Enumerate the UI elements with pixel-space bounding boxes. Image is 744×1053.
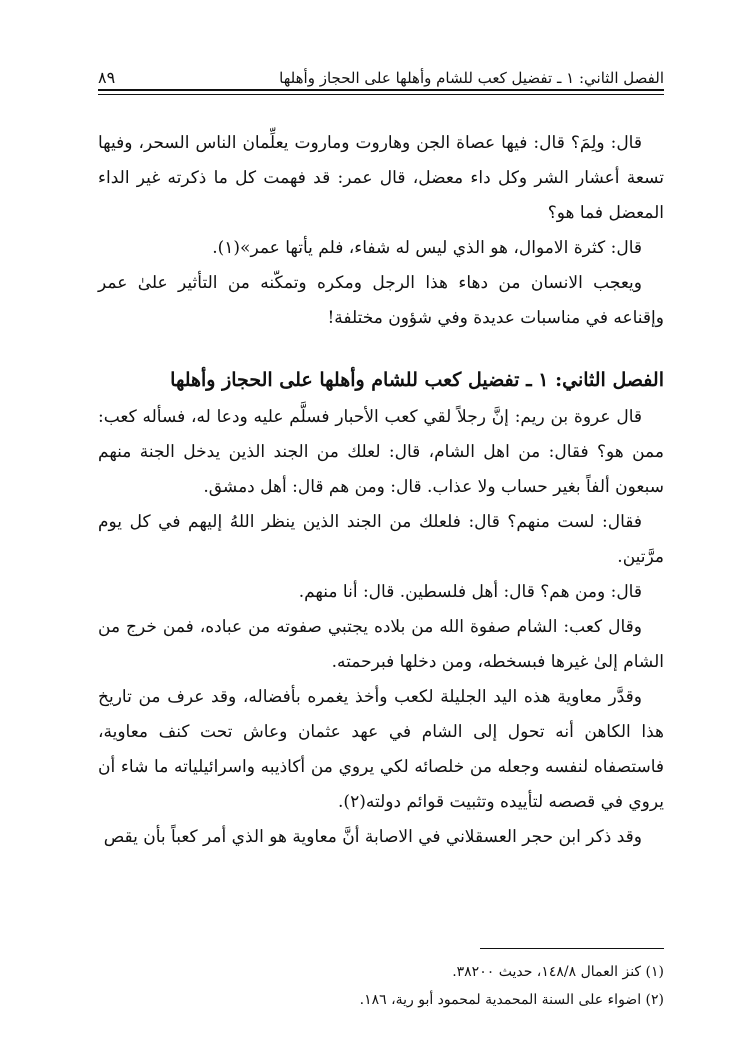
- paragraph: وقال كعب: الشام صفوة الله من بلاده يجتبي صفوته من عباده، فمن خرج من الشام إلىٰ غيرها فبسخطه، ومن دخلها فبرحمته.: [98, 617, 664, 672]
- page-number: ٨٩: [98, 68, 116, 87]
- footnote-separator: [480, 948, 664, 949]
- footnote: (١) كنز العمال ١٤٨/٨، حديث ٣٨٢٠٠.: [452, 964, 664, 980]
- header-rule: [98, 89, 664, 91]
- paragraph: وقدَّر معاوية هذه اليد الجليلة لكعب وأخذ يغمره بأفضاله، وقد عرف من تاريخ هذا الكاهن أنه تحول إلى الشام في عهد عثمان وعاش تحت كنف معاوية، فاستصفاه لنفسه وجعله من خلصائه لكي يروي من أكاذيبه واسرائيلياته ما شاء أن يروي في قصصه لتأييده وتثبيت قوائم دولته(٢).: [98, 687, 664, 812]
- paragraph: ويعجب الانسان من دهاء هذا الرجل ومكره وتمكّنه من التأثير علىٰ عمر وإقناعه في مناسبات عديدة وفي شؤون مختلفة!: [98, 273, 664, 328]
- header-rule-thin: [98, 94, 664, 95]
- page-body: [98, 126, 664, 855]
- footnotes: [98, 958, 664, 1014]
- chapter-title: الفصل الثاني: ١ ـ تفضيل كعب للشام وأهلها على الحجاز وأهلها: [170, 369, 664, 391]
- paragraph: قال: كثرة الاموال، هو الذي ليس له شفاء، فلم يأتها عمر»(١).: [212, 238, 642, 258]
- running-header-title: الفصل الثاني: ١ ـ تفضيل كعب للشام وأهلها على الحجاز وأهلها: [279, 69, 664, 87]
- paragraph: قال عروة بن ريم: إنَّ رجلاً لقي كعب الأحبار فسلَّم عليه ودعا له، فسأله كعب: ممن هو؟ فقال: من اهل الشام، قال: لعلك من الجند الذين يدخل الجنة منهم سبعون ألفاً بغير حساب ولا عذاب. قال: ومن هم قال: أهل دمشق.: [98, 407, 664, 497]
- paragraph: قال: ومن هم؟ قال: أهل فلسطين. قال: أنا منهم.: [298, 582, 642, 602]
- paragraph: قال: ولِمَ؟ قال: فيها عصاة الجن وهاروت وماروت يعلِّمان الناس السحر، وفيها تسعة أعشار الشر وكل داء معضل، قال عمر: قد فهمت كل ما ذكرته غير الداء المعضل فما هو؟: [98, 133, 664, 223]
- running-header: [98, 58, 664, 88]
- paragraph: وقد ذكر ابن حجر العسقلاني في الاصابة أنَّ معاوية هو الذي أمر كعباً بأن يقص: [103, 827, 642, 847]
- footnote: (٢) اضواء على السنة المحمدية لمحمود أبو رية، ١٨٦.: [359, 992, 664, 1008]
- paragraph: فقال: لست منهم؟ قال: فلعلك من الجند الذين ينظر اللهُ إليهم في كل يوم مرَّتين.: [98, 512, 664, 567]
